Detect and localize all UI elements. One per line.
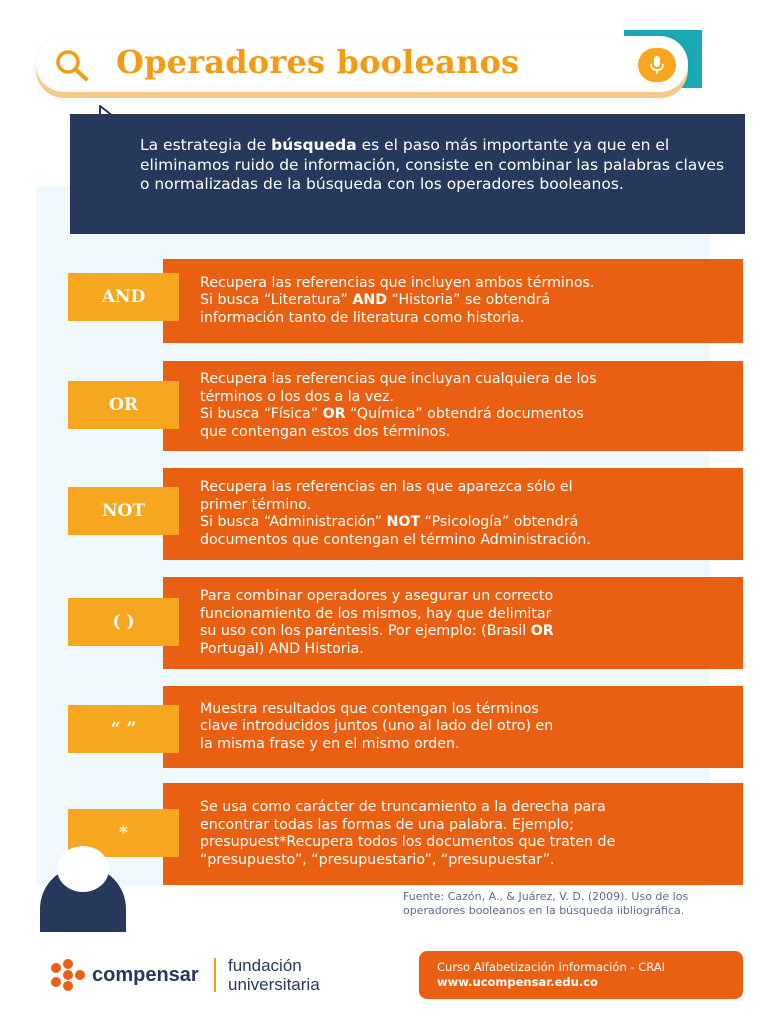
operator-description-text: Recupera las referencias que incluyan cualquiera de los términos o los dos a la vez. Si busca “Física” OR “Química” obtendrá documentos que contengan estos dos términos. [200, 371, 597, 440]
intro-text-start: La estrategia de [140, 136, 272, 154]
operator-description-text: Recupera las referencias que incluyen ambos términos. Si busca “Literatura” AND “Historia” se obtendrá información tanto de literatura como historia. [200, 274, 595, 326]
operator-badge: ( ) [68, 598, 179, 646]
operator-description-text: Muestra resultados que contengan los términos clave introducidos juntos (uno al lado del otro) en la misma frase y en el mismo orden. [200, 700, 554, 752]
course-info-box [419, 951, 743, 999]
operator-description [163, 577, 743, 669]
foundation-name [228, 956, 320, 994]
operator-badge: OR [68, 381, 179, 429]
operator-description [163, 259, 743, 343]
source-citation [403, 890, 753, 918]
operator-description-text: Para combinar operadores y asegurar un correcto funcionamiento de los mismos, hay que delimitar su uso con los paréntesis. Por ejemplo: (Brasil OR Portugal) AND Historia. [200, 588, 554, 657]
operator-badge: AND [68, 273, 179, 321]
title-search-bar [36, 36, 688, 92]
compensar-logo [48, 958, 199, 992]
decorative-white-circle [57, 846, 109, 892]
operator-badge: NOT [68, 487, 179, 535]
intro-text-end: es el paso más importante ya que en el eliminamos ruido de información, consiste en combinar las palabras claves o normalizadas de la búsqueda con los operadores booleanos. [140, 136, 725, 193]
foundation-line-2: universitaria [228, 975, 320, 994]
operator-badge: “ ” [68, 705, 179, 753]
microphone-icon [638, 48, 676, 82]
intro-box [70, 114, 745, 234]
operator-description [163, 468, 743, 560]
intro-bold-word: búsqueda [271, 136, 357, 154]
search-icon [50, 46, 94, 84]
operator-badge: * [68, 809, 179, 857]
footer-divider [214, 958, 216, 992]
operator-description [163, 361, 743, 451]
operator-description-text: Se usa como carácter de truncamiento a la derecha para encontrar todas las formas de una palabra. Ejemplo; presupuest*Recupera todos los documentos que traten de “presupuesto”, “presupuestario”, “presupuestar”. [200, 799, 616, 868]
logo-text: compensar [92, 963, 199, 986]
course-name: Curso Alfabetización información - CRAI [437, 960, 666, 974]
logo-dots-icon [48, 958, 88, 992]
operator-description [163, 686, 743, 768]
foundation-line-1: fundación [228, 956, 302, 975]
operator-description [163, 783, 743, 885]
page-title: Operadores booleanos [116, 43, 520, 81]
operator-description-text: Recupera las referencias en las que aparezca sólo el primer término. Si busca “Administración” NOT “Psicología” obtendrá documentos que contengan el término Administración. [200, 479, 591, 548]
website-link[interactable]: www.ucompensar.edu.co [437, 975, 598, 989]
source-line-2: operadores booleanos en la búsqueda iibliográfica. [403, 904, 685, 917]
source-line-1: Fuente: Cazón, A., & Juárez, V. D. (2009). Uso de los [403, 890, 689, 903]
